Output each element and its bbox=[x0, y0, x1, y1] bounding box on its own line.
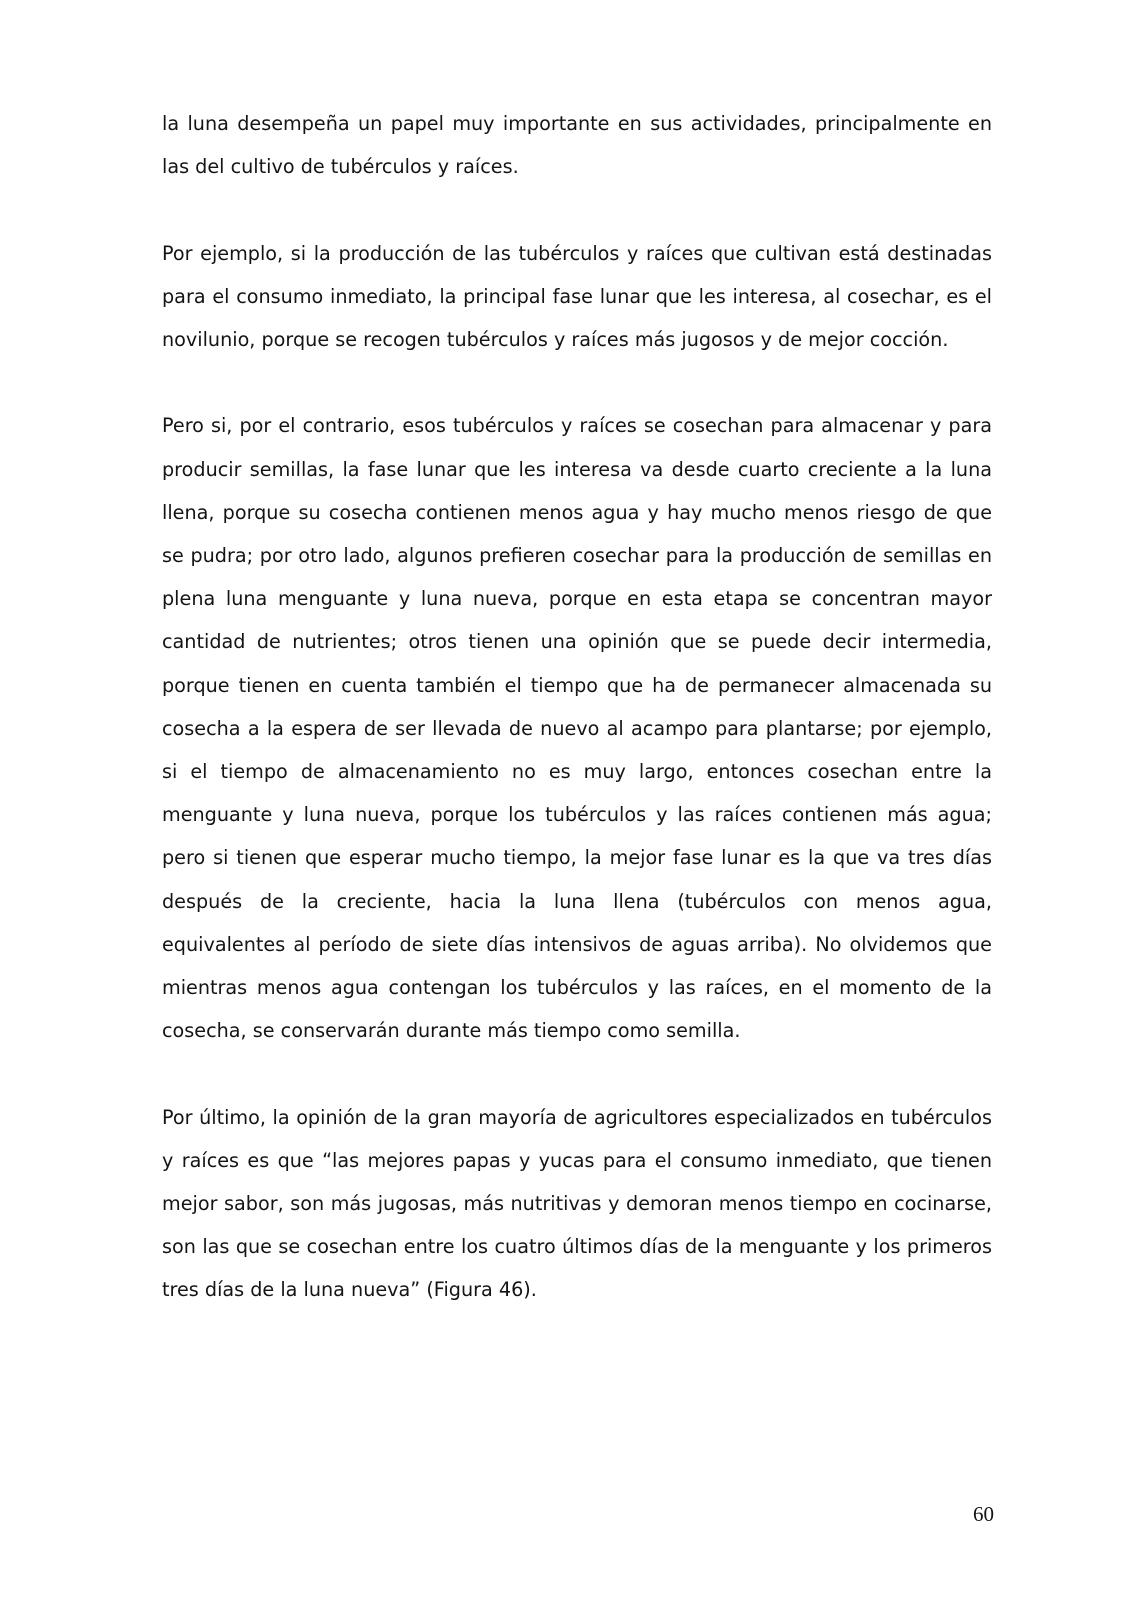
paragraph: Por último, la opinión de la gran mayoría de agricultores especializados en tubérculos y raíces es que “las mejores papas y yucas para el consumo inmediato, que tienen mejor sabor, son más jugosas, más nutritivas y demoran menos tiempo en cocinarse, son las que se cosechan entre los cuatro últimos días de la menguante y los primeros tres días de la luna nueva” (Figura 46). bbox=[162, 1105, 992, 1302]
page-number: 60 bbox=[973, 1502, 994, 1526]
paragraph: Pero si, por el contrario, esos tubérculos y raíces se cosechan para almacenar y para producir semillas, la fase lunar que les interesa va desde cuarto creciente a la luna llena, porque su cosecha contienen menos agua y hay mucho menos riesgo de que se pudra; por otro lado, algunos prefieren cosechar para la producción de semillas en plena luna menguante y luna nueva, porque en esta etapa se concentran mayor cantidad de nutrientes; otros tienen una opinión que se puede decir intermedia, porque tienen en cuenta también el tiempo que ha de permanecer almacenada su cosecha a la espera de ser llevada de nuevo al acampo para plantarse; por ejemplo, si el tiempo de almacenamiento no es muy largo, entonces cosechan entre la menguante y luna nueva, porque los tubérculos y las raíces contienen más agua; pero si tienen que esperar mucho tiempo, la mejor fase lunar es la que va tres días después de la creciente, hacia la luna llena (tubérculos con menos agua, equivalentes al período de siete días intensivos de aguas arriba). No olvidemos que mientras menos agua contengan los tubérculos y las raíces, en el momento de la cosecha, se conservarán durante más tiempo como semilla. bbox=[162, 414, 992, 1043]
paragraph: la luna desempeña un papel muy importante en sus actividades, principalmente en las del cultivo de tubérculos y raíces. bbox=[162, 112, 992, 179]
body-text bbox=[162, 102, 992, 1355]
paragraph: Por ejemplo, si la producción de las tubérculos y raíces que cultivan está destinadas para el consumo inmediato, la principal fase lunar que les interesa, al cosechar, es el novilunio, porque se recogen tubérculos y raíces más jugosos y de mejor cocción. bbox=[162, 241, 992, 351]
